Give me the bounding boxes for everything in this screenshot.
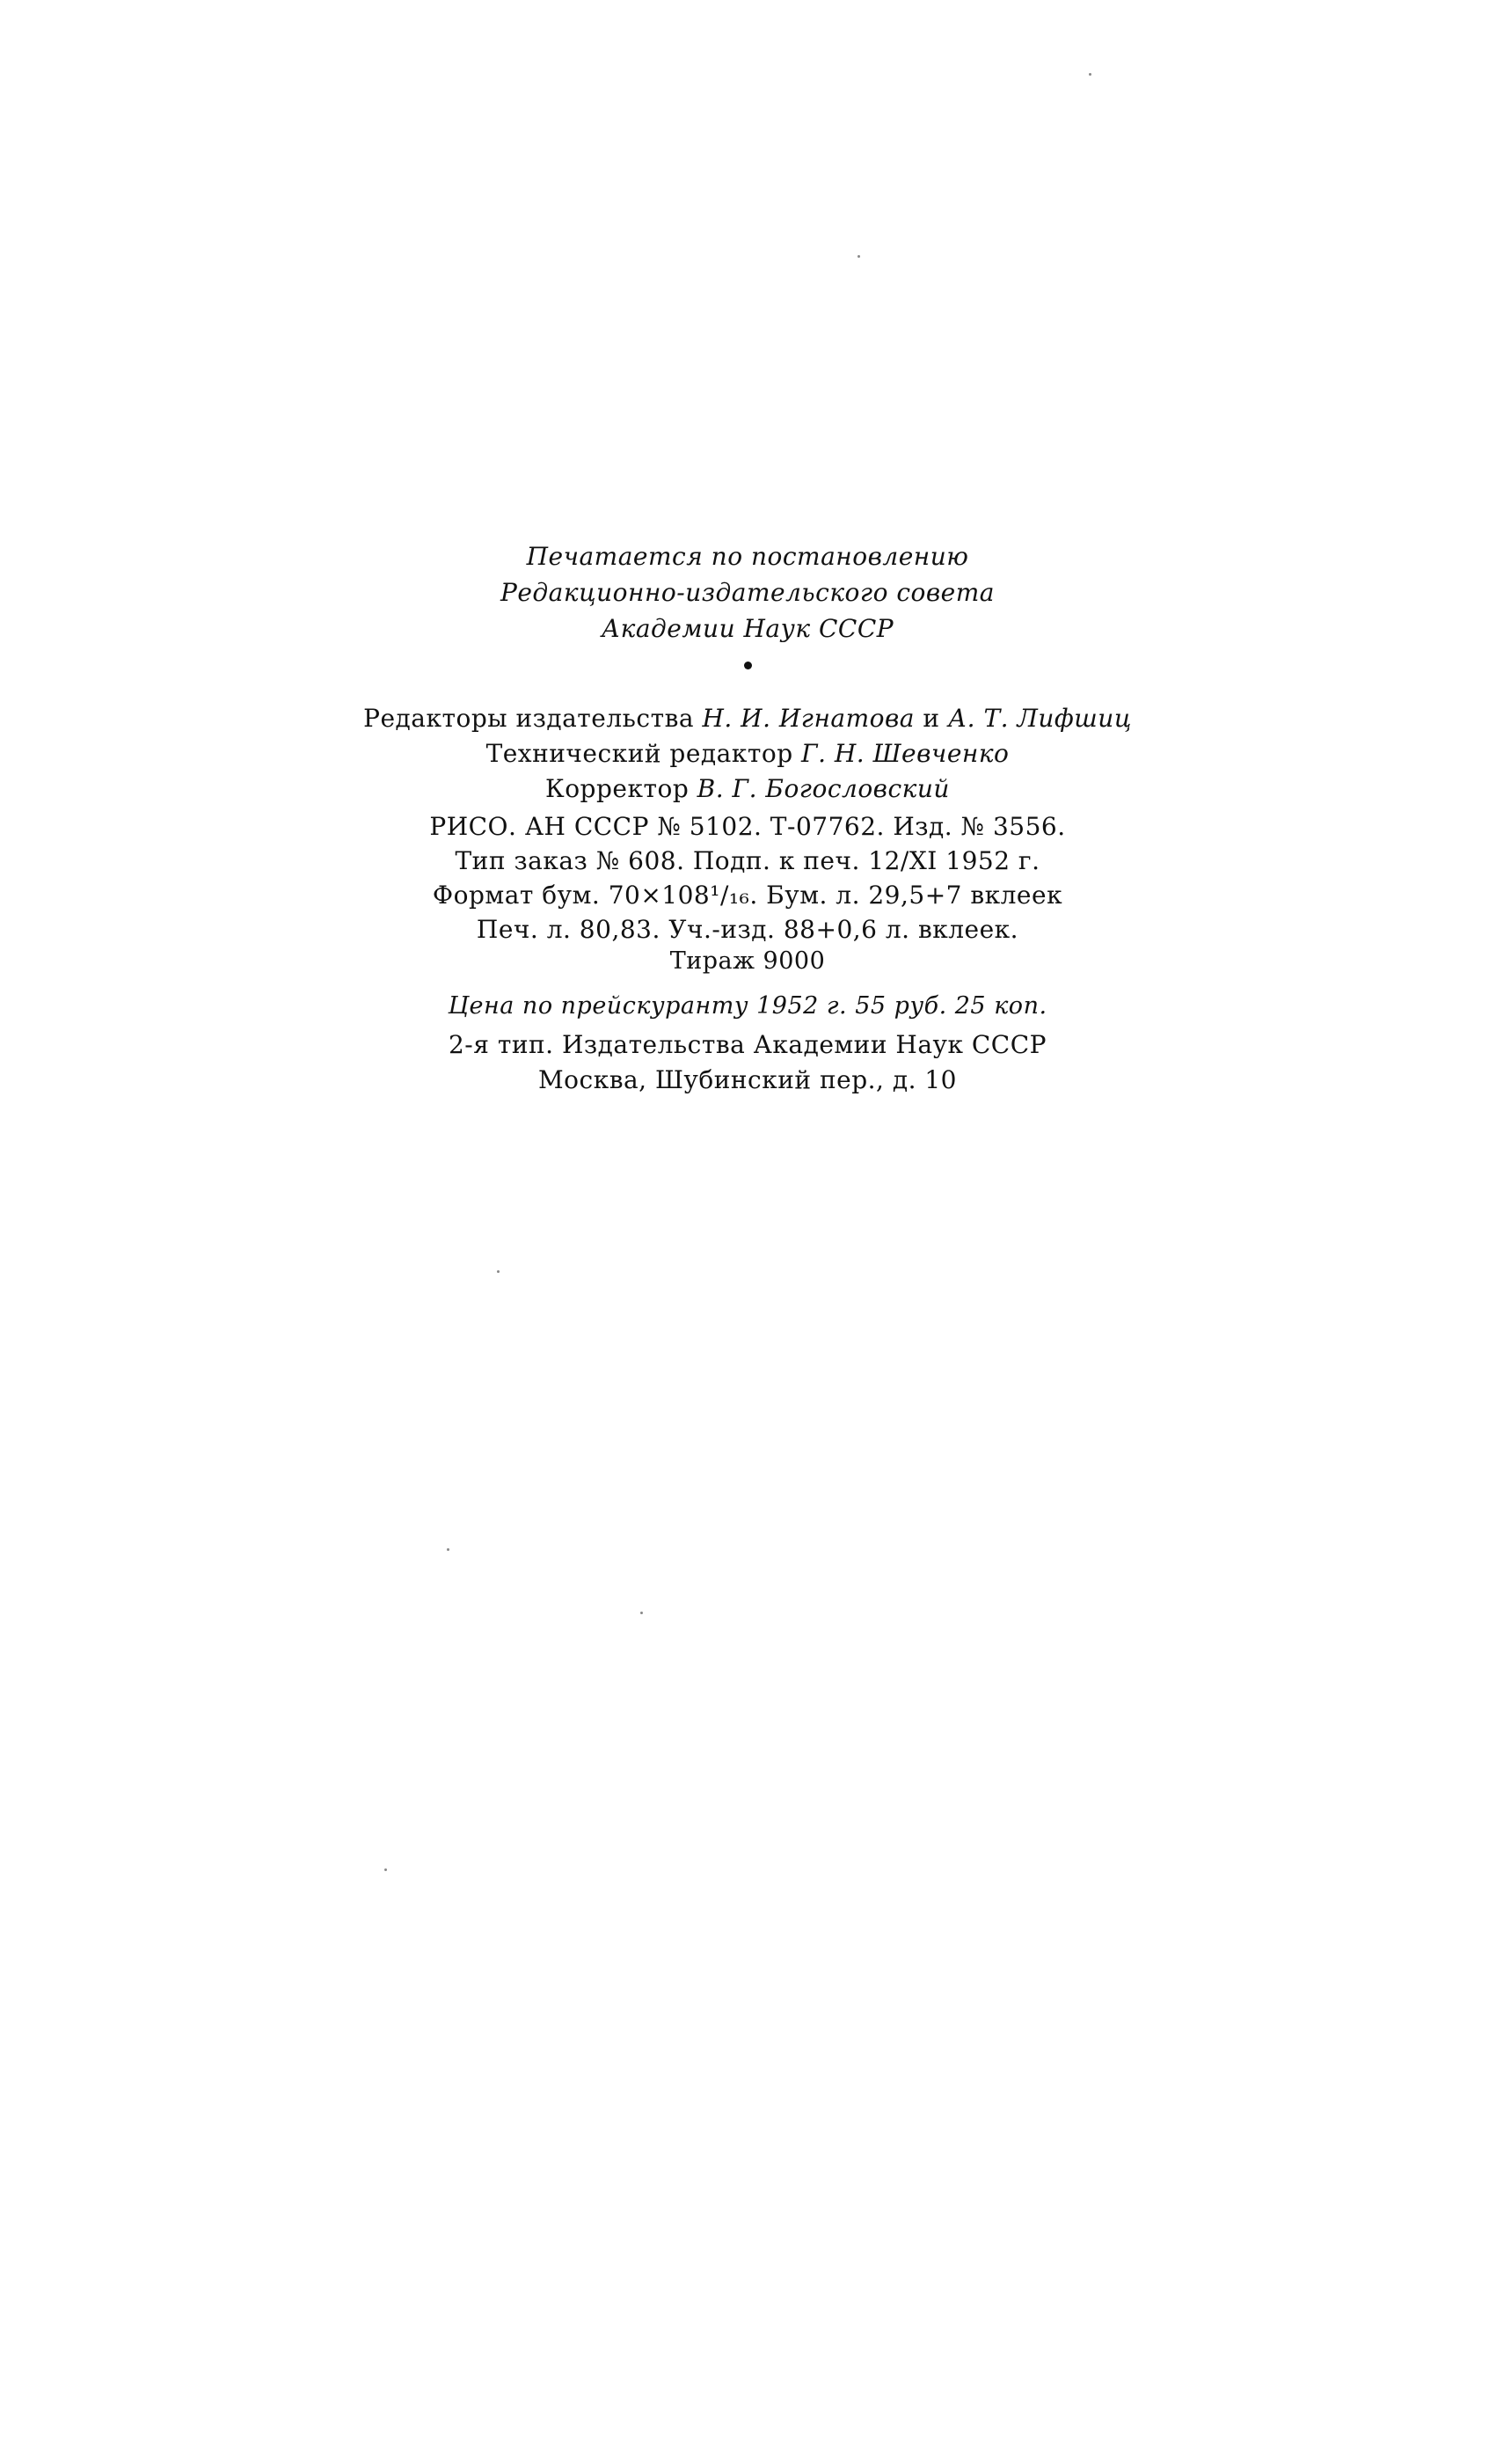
tech-data-line-4: Печ. л. 80,83. Уч.-изд. 88+0,6 л. вклеек. bbox=[476, 915, 1019, 944]
price bbox=[308, 990, 1187, 1023]
technical-data bbox=[308, 809, 1187, 947]
resolution-line-1: Печатается по постановлению bbox=[526, 542, 969, 571]
print-run-text: Тираж 9000 bbox=[669, 947, 826, 975]
tech-data-line-2: Тип заказ № 608. Подп. к печ. 12/XI 1952 г. bbox=[455, 846, 1040, 875]
editor-name-1: Н. И. Игнатова bbox=[702, 704, 915, 733]
scan-speck bbox=[447, 1548, 449, 1551]
resolution-line-3: Академии Наук СССР bbox=[601, 614, 894, 643]
printer-line-2: Москва, Шубинский пер., д. 10 bbox=[537, 1065, 957, 1094]
scan-speck bbox=[1089, 73, 1091, 76]
tech-data-line-1: РИСО. АН СССР № 5102. Т-07762. Изд. № 3556. bbox=[429, 812, 1066, 841]
editors-prefix: Редакторы издательства bbox=[363, 704, 695, 733]
scan-speck bbox=[497, 1270, 500, 1273]
editor-name-2: А. Т. Лифшиц bbox=[947, 704, 1132, 733]
tech-editor-prefix: Технический редактор bbox=[485, 739, 793, 768]
editorial-staff bbox=[308, 701, 1187, 807]
editors-conjunction: и bbox=[923, 704, 940, 733]
corrector-name: В. Г. Богословский bbox=[697, 774, 950, 803]
scan-speck bbox=[857, 255, 860, 258]
printer-line-1: 2-я тип. Издательства Академии Наук СССР bbox=[448, 1030, 1047, 1059]
printer-info bbox=[308, 1027, 1187, 1098]
separator-dot-icon bbox=[744, 662, 752, 669]
publication-resolution bbox=[308, 538, 1187, 647]
print-run bbox=[308, 946, 1187, 977]
resolution-line-2: Редакционно-издательского совета bbox=[500, 578, 995, 607]
corrector-line bbox=[308, 771, 1187, 807]
price-text: Цена по прейскуранту 1952 г. 55 руб. 25 коп. bbox=[448, 992, 1047, 1020]
scan-speck bbox=[640, 1612, 643, 1614]
tech-editor-line bbox=[308, 736, 1187, 771]
editors-line bbox=[308, 701, 1187, 736]
tech-data-line-3: Формат бум. 70×108¹/₁₆. Бум. л. 29,5+7 вклеек bbox=[432, 881, 1063, 910]
corrector-prefix: Корректор bbox=[545, 774, 690, 803]
separator bbox=[308, 655, 1187, 673]
scan-speck bbox=[384, 1868, 387, 1871]
tech-editor-name: Г. Н. Шевченко bbox=[801, 739, 1010, 768]
